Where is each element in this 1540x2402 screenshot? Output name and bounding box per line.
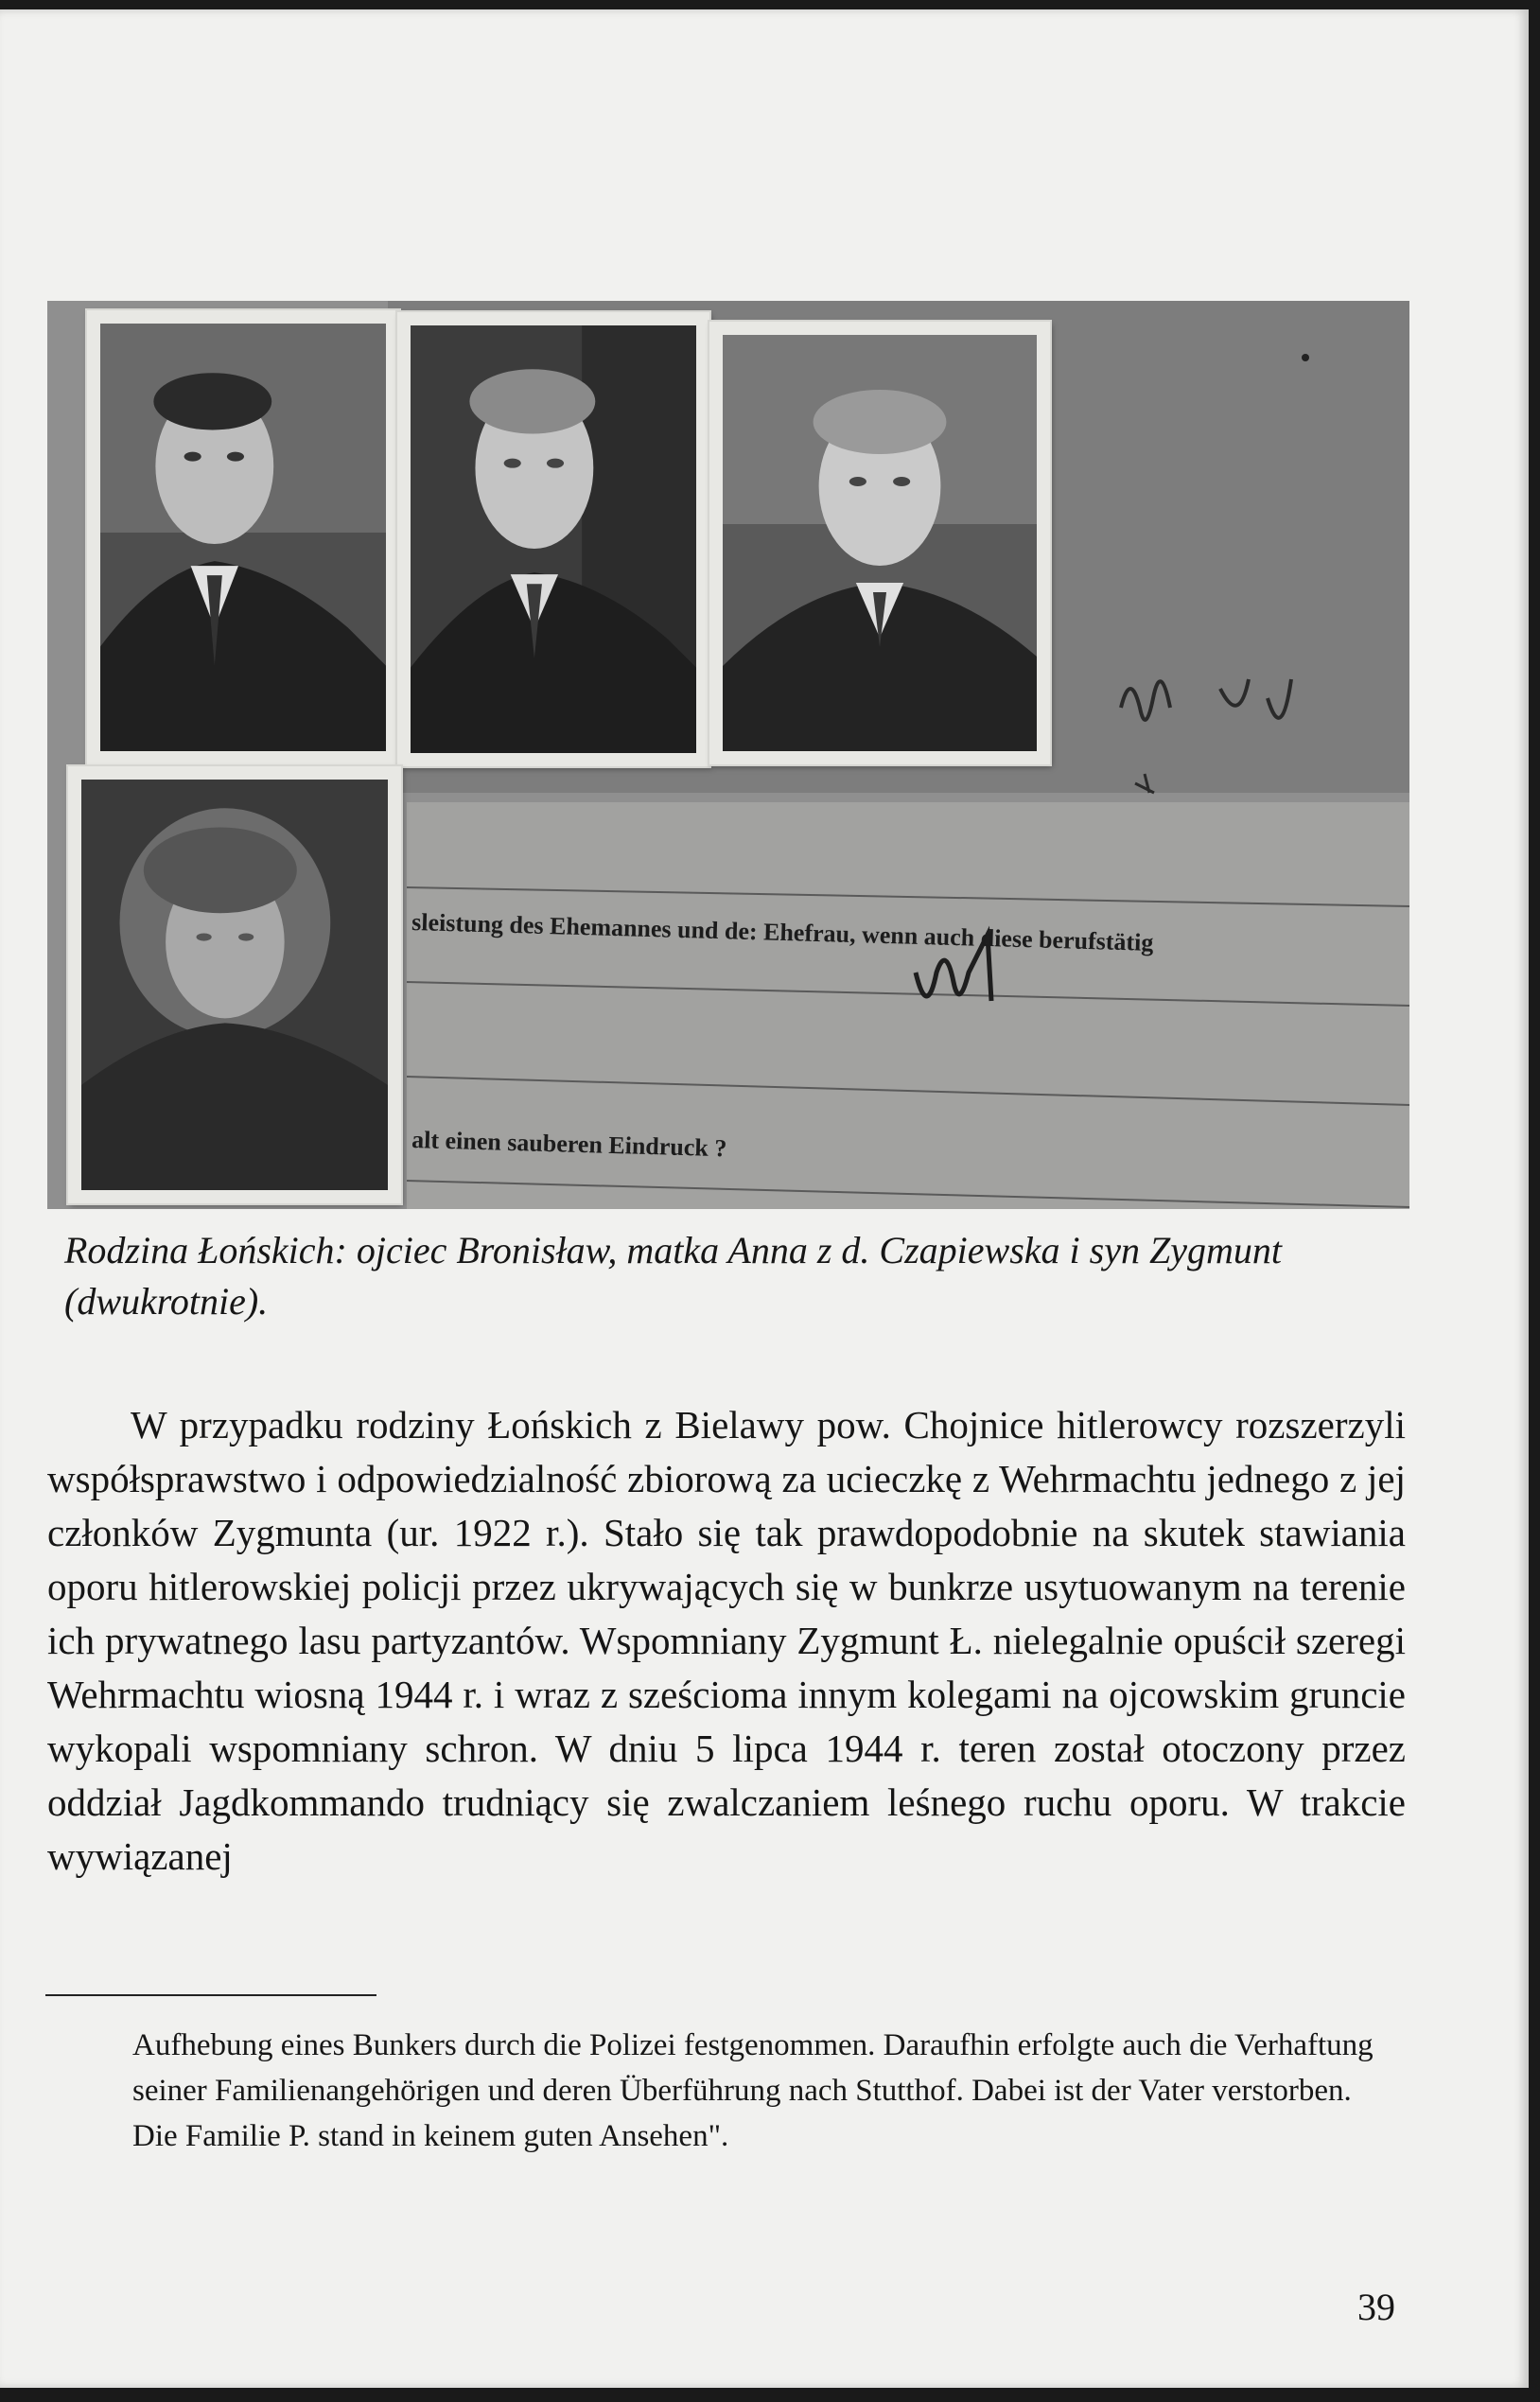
page-number: 39 — [1357, 2286, 1395, 2328]
book-page — [0, 9, 1529, 2388]
figure-caption: Rodzina Łońskich: ojciec Bronisław, matka Anna z d. Czapiewska i syn Zygmunt (dwukrotnie). — [64, 1229, 1282, 1323]
form-text-line-1: sleistung des Ehemannes und de: Ehefrau, wenn auch diese berufstätig — [411, 908, 1154, 956]
family-photograph — [47, 301, 1409, 1209]
footnote-text: Aufhebung eines Bunkers durch die Polizei festgenommen. Daraufhin erfolgte auch die Verhaftung seiner Familienangehörigen und deren Überführung nach Stutthof. Dabei ist der Vater verstorben. Die Familie P. stand in keinem guten Ansehen". — [132, 2028, 1374, 2153]
footnote-separator — [45, 1994, 376, 1996]
form-text-line-2: alt einen sauberen Eindruck ? — [411, 1126, 727, 1163]
main-text — [47, 1398, 1406, 1884]
portrait-mother — [68, 766, 401, 1203]
body-paragraph: W przypadku rodziny Łońskich z Bielawy pow. Chojnice hitlerowcy rozszerzyli współsprawstwo i odpowiedzialność zbiorową za ucieczkę z Wehrmachtu jednego z jej członków Zygmunta (ur. 1922 r.). Stało się tak prawdopodobnie na skutek stawiania oporu hitlerowskiej policji przez ukrywających się w bunkrze usytuowanym na terenie ich prywatnego lasu partyzantów. Wspomniany Zygmunt Ł. nielegalnie opuścił szeregi Wehrmachtu wiosną 1944 r. i wraz z sześcioma innym kolegami na ojcowskim gruncie wykopali wspomniany schron. W dniu 5 lipca 1944 r. teren został otoczony przez oddział Jagdkommando trudniący się zwalczaniem leśnego ruchu oporu. W trakcie wywiązanej — [47, 1403, 1406, 1878]
portrait-son-1 — [397, 312, 709, 766]
portrait-father — [87, 310, 399, 764]
portrait-son-2 — [709, 322, 1050, 764]
